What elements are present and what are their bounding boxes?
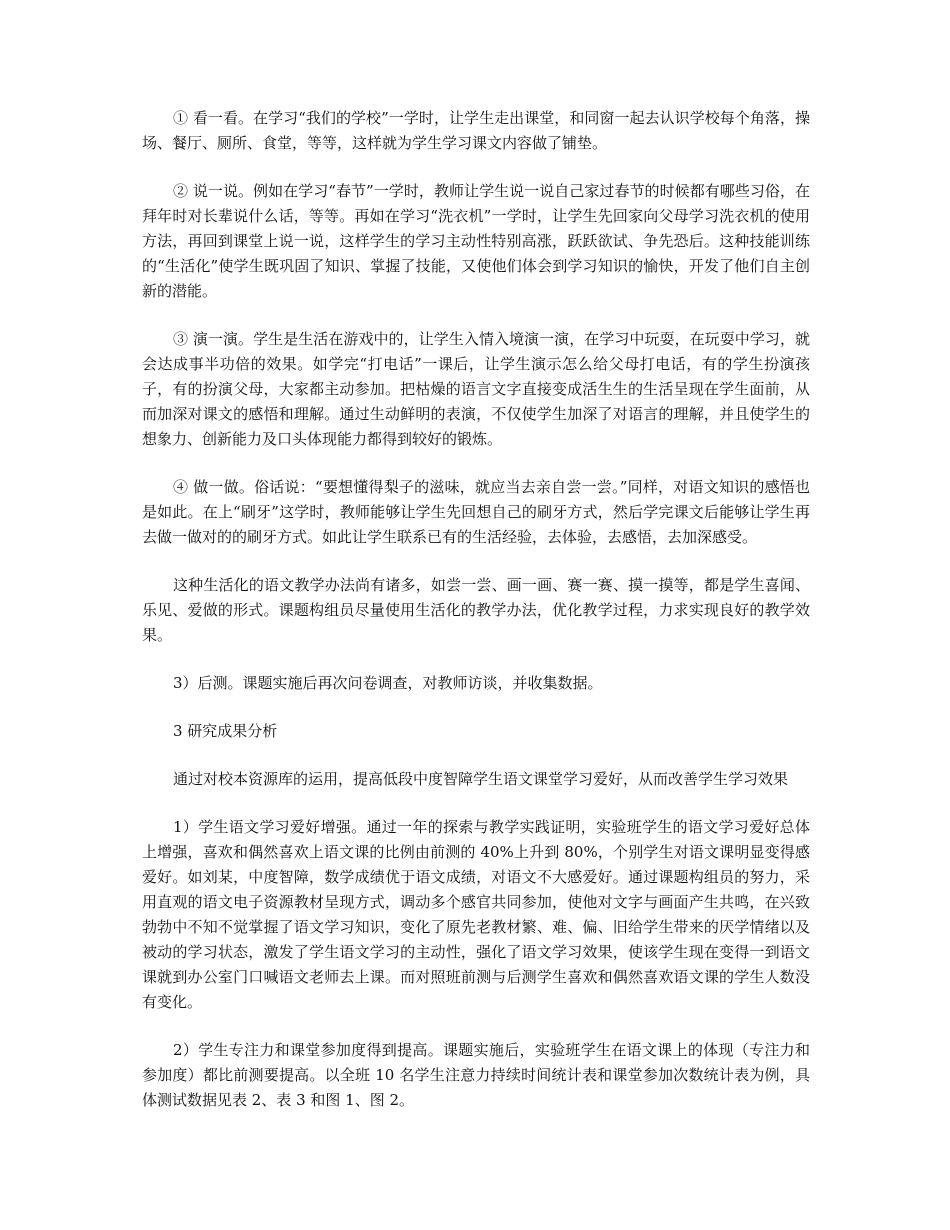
paragraph-do: ④ 做一做。俗话说：“要想懂得梨子的滋味，就应当去亲自尝一尝。”同样，对语文知识的感悟也是如此。在上“刷牙”这学时，教师能够让学生先回想自己的刷牙方式，然后学完课文后能够让学生再去做一做对的的刷牙方式。如此让学生联系已有的生活经验，去体验，去感悟，去加深感受。: [142, 478, 810, 546]
document-page: [142, 106, 810, 1136]
paragraph-post-test: 3）后测。课题实施后再次问卷调查，对教师访谈，并收集数据。: [173, 674, 603, 692]
paragraph-research-aim: 通过对校本资源库的运用，提高低段中度智障学生语文课堂学习爱好，从而改善学生学习效果: [173, 770, 789, 788]
paragraph-act: ③ 演一演。学生是生活在游戏中的，让学生入情入境演一演，在学习中玩耍，在玩耍中学习，就会达成事半功倍的效果。如学完“打电话”一课后，让学生演示怎么给父母打电话，有的学生扮演孩子，有的扮演父母，大家都主动参加。把枯燥的语言文字直接变成活生生的生活呈现在学生面前，从而加深对课文的感悟和理解。通过生动鲜明的表演，不仅使学生加深了对语言的理解，并且使学生的想象力、创新能力及口头体现能力都得到较好的锻炼。: [142, 330, 810, 448]
paragraph-attention-result: 2）学生专注力和课堂参加度得到提高。课题实施后，实验班学生在语文课上的体现（专注力和参加度）都比前测要提高。以全班 10 名学生注意力持续时间统计表和课堂参加次数统计表为例，具体测试数据见表 2、表 3 和图 1、图 2。: [142, 1041, 810, 1109]
paragraph-summary: 这种生活化的语文教学办法尚有诸多，如尝一尝、画一画、赛一赛、摸一摸等，都是学生喜闻、乐见、爱做的形式。课题构组员尽量使用生活化的教学办法，优化教学过程，力求实现良好的教学效果。: [142, 576, 810, 644]
section-heading: 3 研究成果分析: [173, 722, 278, 740]
paragraph-look: ① 看一看。在学习“我们的学校”一学时，让学生走出课堂，和同窗一起去认识学校每个角落，操场、餐厅、厕所、食堂，等等，这样就为学生学习课文内容做了铺垫。: [142, 109, 810, 152]
paragraph-interest-result: 1）学生语文学习爱好增强。通过一年的探索与教学实践证明，实验班学生的语文学习爱好总体上增强，喜欢和偶然喜欢上语文课的比例由前测的 40%上升到 80%，个别学生对语文课明显变得感爱好。如刘某，中度智障，数学成绩优于语文成绩，对语文不大感爱好。通过课题构组员的努力，采用直观的语文电子资源教材呈现方式，调动多个感官共同参加，使他对文字与画面产生共鸣，在兴致勃勃中不知不觉掌握了语文学习知识，变化了原先老教材繁、难、偏、旧给学生带来的厌学情绪以及被动的学习状态，激发了学生语文学习的主动性，强化了语文学习效果，使该学生现在变得一到语文课就到办公室门口喊语文老师去上课。而对照班前测与后测学生喜欢和偶然喜欢语文课的学生人数没有变化。: [142, 818, 810, 1011]
paragraph-say: ② 说一说。例如在学习“春节”一学时，教师让学生说一说自己家过春节的时候都有哪些习俗，在拜年时对长辈说什么话，等等。再如在学习“洗衣机”一学时，让学生先回家向父母学习洗衣机的使用方法，再回到课堂上说一说，这样学生的学习主动性特别高涨，跃跃欲试、争先恐后。这种技能训练的“生活化”使学生既巩固了知识、掌握了技能，又使他们体会到学习知识的愉快，开发了他们自主创新的潜能。: [142, 182, 810, 300]
